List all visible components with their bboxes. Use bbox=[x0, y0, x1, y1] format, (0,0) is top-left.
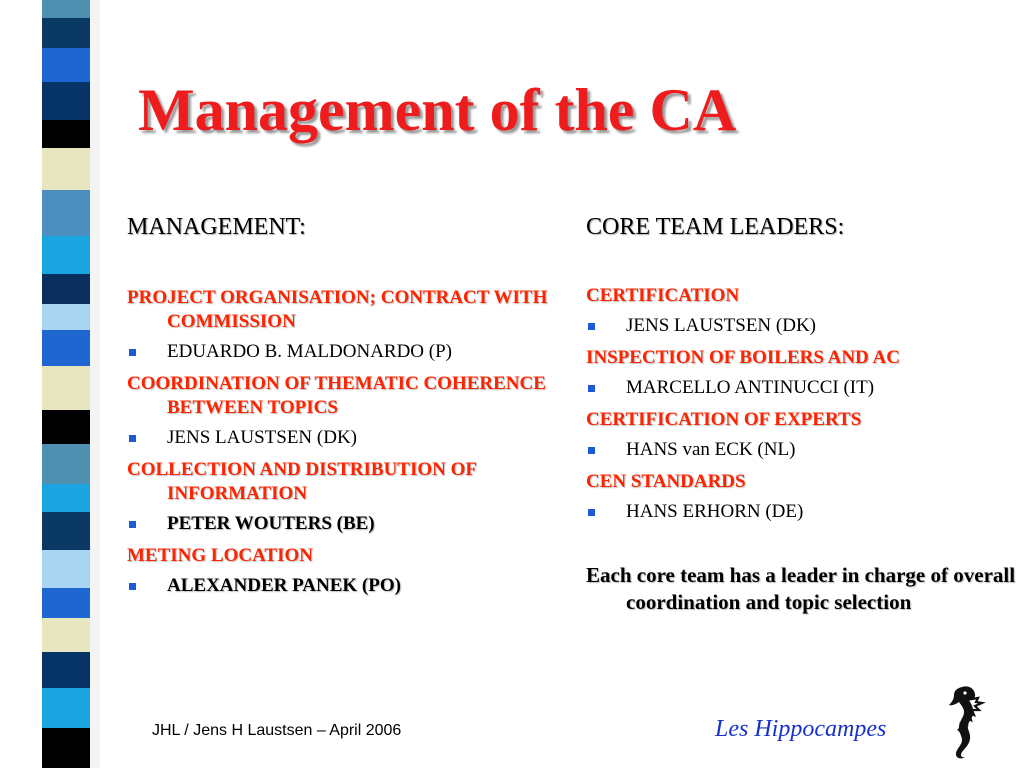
list-item bbox=[127, 340, 557, 364]
core-team-note: Each core team has a leader in charge of overall coordination and topic selection bbox=[586, 563, 1016, 614]
list-item bbox=[586, 376, 1016, 400]
person-name: JENS LAUSTSEN (DK) bbox=[167, 427, 357, 448]
group-label: PROJECT ORGANISATION; CONTRACT WITH COMMISSION bbox=[127, 287, 548, 332]
square-bullet-icon bbox=[588, 323, 595, 330]
stripe-column-3 bbox=[90, 0, 100, 768]
management-column bbox=[127, 212, 557, 598]
footer-brand: Les Hippocampes bbox=[715, 716, 887, 742]
square-bullet-icon bbox=[129, 349, 136, 356]
stripe-column-2 bbox=[42, 0, 90, 768]
person-name: HANS van ECK (NL) bbox=[626, 439, 796, 460]
seahorse-icon bbox=[938, 684, 986, 760]
square-bullet-icon bbox=[588, 385, 595, 392]
list-item bbox=[127, 512, 557, 536]
group-label: INSPECTION OF BOILERS AND AC bbox=[586, 347, 900, 368]
square-bullet-icon bbox=[129, 583, 136, 590]
square-bullet-icon bbox=[588, 509, 595, 516]
group-label: COORDINATION OF THEMATIC COHERENCE BETWEEN TOPICS bbox=[127, 373, 546, 418]
core-team-heading: CORE TEAM LEADERS: bbox=[586, 214, 845, 240]
group-label: CEN STANDARDS bbox=[586, 471, 746, 492]
management-heading: MANAGEMENT: bbox=[127, 214, 306, 240]
person-name: ALEXANDER PANEK (PO) bbox=[167, 575, 401, 596]
person-name: HANS ERHORN (DE) bbox=[626, 501, 804, 522]
square-bullet-icon bbox=[588, 447, 595, 454]
group-label: COLLECTION AND DISTRIBUTION OF INFORMATION bbox=[127, 459, 477, 504]
group-label: CERTIFICATION OF EXPERTS bbox=[586, 409, 862, 430]
list-item bbox=[127, 574, 557, 598]
list-item bbox=[127, 426, 557, 450]
footer-author: JHL / Jens H Laustsen – April 2006 bbox=[152, 722, 402, 739]
square-bullet-icon bbox=[129, 435, 136, 442]
group-label: CERTIFICATION bbox=[586, 285, 740, 306]
stripe-column-1 bbox=[0, 0, 42, 768]
person-name: PETER WOUTERS (BE) bbox=[167, 513, 375, 534]
slide-title: Management of the CA bbox=[138, 77, 737, 143]
list-item bbox=[586, 314, 1016, 338]
person-name: MARCELLO ANTINUCCI (IT) bbox=[626, 377, 875, 398]
person-name: EDUARDO B. MALDONARDO (P) bbox=[167, 341, 452, 362]
list-item bbox=[586, 500, 1016, 524]
group-label: METING LOCATION bbox=[127, 545, 313, 566]
core-team-column bbox=[586, 212, 1016, 616]
decorative-stripe bbox=[0, 0, 118, 768]
list-item bbox=[586, 438, 1016, 462]
square-bullet-icon bbox=[129, 521, 136, 528]
person-name: JENS LAUSTSEN (DK) bbox=[626, 315, 816, 336]
